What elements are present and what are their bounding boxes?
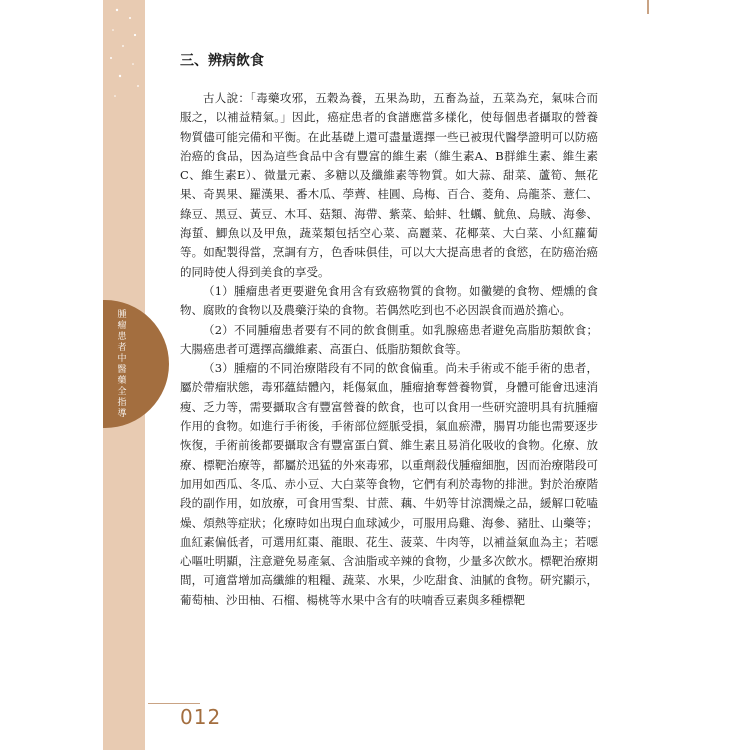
body-text [180,89,598,610]
paragraph-point-1: （1）腫瘤患者更要避免食用含有致癌物質的食物。如黴變的食物、煙燻的食物、腐敗的食物以及農藥汙染的食物。若偶然吃到也不必因誤食而過於擔心。 [180,283,598,318]
sidebar-title-badge [103,300,169,428]
top-right-rule [647,0,649,14]
page-number: 012 [180,705,222,729]
paragraph-point-3: （3）腫瘤的不同治療階段有不同的飲食偏重。尚未手術或不能手術的患者，屬於帶瘤狀態，毒邪蘊結體內，耗傷氣血，腫瘤搶奪營養物質，身體可能會迅速消瘦、乏力等，需要攝取含有豐富營養的飲食，也可以食用一些研究證明具有抗腫瘤作用的食物。如進行手術後，手術部位經脈受損，氣血瘀滯，腸胃功能也需要逐步恢復，手術前後都要攝取含有豐富蛋白質、維生素且易消化吸收的食物。化療、放療、標靶治療等，都屬於迅猛的外來毒邪，以重劑殺伐腫瘤細胞，因而治療階段可加用如西瓜、冬瓜、赤小豆、大白菜等食物，它們有利於毒物的排泄。對於治療階段的副作用，如放療，可食用雪梨、甘蔗、藕、牛奶等甘涼潤燥之品，緩解口乾嗑燥、煩熱等症狀；化療時如出現白血球減少，可服用烏雞、海參、豬肚、山藥等；血紅素偏低者，可選用紅棗、龍眼、花生、菠菜、牛肉等，以補益氣血為主；若噁心嘔吐明顯，注意避免易產氣、含油脂或辛辣的食物，少量多次飲水。標靶治療期間，可適當增加高纖維的粗糧、蔬菜、水果，少吃甜食、油膩的食物。研究顯示，葡萄柚、沙田柚、石榴、楊桃等水果中含有的呋喃香豆素與多種標靶 [180,361,598,607]
section-heading: 三、辨病飲食 [180,53,264,69]
sidebar-stars-decoration [103,0,145,110]
sidebar-book-title: 腫瘤患者中醫藥全指導 [117,310,127,419]
paragraph-point-2: （2）不同腫瘤患者要有不同的飲食側重。如乳腺癌患者避免高脂肪類飲食；大腸癌患者可選擇高纖維素、高蛋白、低脂肪類飲食等。 [180,322,598,356]
paragraph-intro: 古人說：「毒藥攻邪，五穀為養，五果為助，五畜為益，五菜為充，氣味合而服之，以補益精氣。」因此，癌症患者的食譜應當多樣化，使每個患者攝取的營養物質儘可能完備和平衡。在此基礎上還可盡量選擇一些已被現代醫學證明可以防癌治癌的食品，因為這些食品中含有豐富的維生素（維生素A、B群維生素、維生素C、維生素E）、微量元素、多糖以及纖維素等物質。如大蒜、甜菜、蘆筍、無花果、奇異果、羅漢果、番木瓜、荸薺、桂圓、烏梅、百合、菱角、烏龍茶、薏仁、綠豆、黑豆、黃豆、木耳、菇類、海帶、紫菜、蛤蚌、牡蠣、魷魚、烏賊、海參、海蜇、鯽魚以及甲魚，蔬菜類包括空心菜、高麗菜、花椰菜、大白菜、小紅蘿蔔等。如配製得當，烹調有方，色香味俱佳，可以大大提高患者的食慾，在防癌治癌的同時使人得到美食的享受。 [180,91,598,279]
footer-rule [148,703,200,704]
